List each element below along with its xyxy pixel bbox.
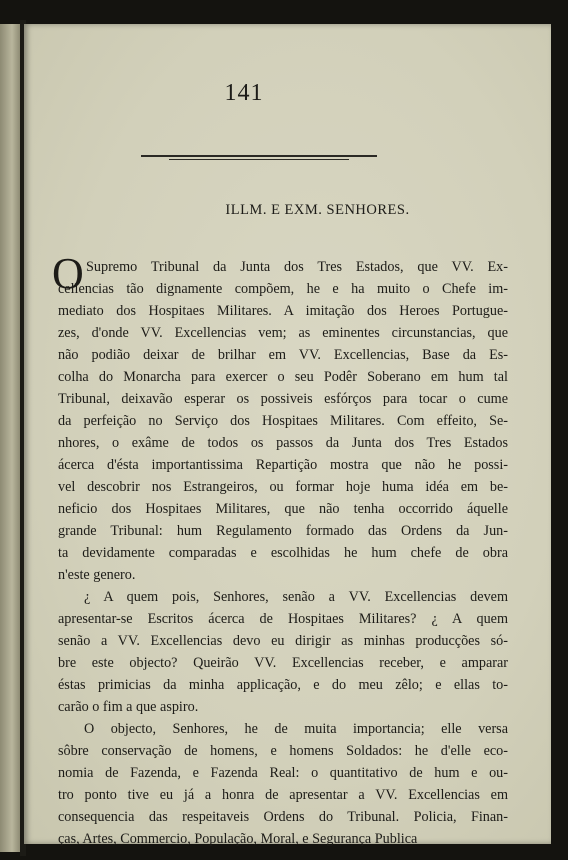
text-line: grande Tribunal: hum Regulamento formado das Ordens da Jun-: [58, 523, 508, 539]
text-line: carão o fim a que aspiro.: [58, 699, 199, 715]
left-page-edge: [0, 24, 20, 852]
text-line: cellencias tão dignamente compõem, he e ha muito o Chefe im-: [58, 281, 508, 297]
text-line: O objecto, Senhores, he de muita importancia; elle versa: [84, 721, 508, 737]
text-line: colha do Monarcha para exercer o seu Podêr Soberano em hum tal: [58, 369, 508, 385]
body-text: [52, 249, 508, 850]
text-line: bre este objecto? Queirão VV. Excellencias receber, e amparar: [58, 655, 508, 671]
text-line: nhores, o exâme de todos os passos da Junta dos Tres Estados: [58, 435, 508, 451]
page-number: 141: [224, 80, 264, 106]
paragraph-1: [52, 249, 508, 586]
text-line: vel descobrir nos Estrangeiros, ou formar hoje huma idéa em be-: [58, 479, 508, 495]
text-line: não podião deixar de brilhar em VV. Excellencias, Base da Es-: [58, 347, 508, 363]
text-line: éstas primicias da minha applicação, e do meu zêlo; e ellas to-: [58, 677, 508, 693]
text-line: tro ponto tive eu já a honra de apresentar a VV. Excellencias em: [58, 787, 508, 803]
text-line: zes, d'onde VV. Excellencias vem; as eminentes circunstancias, que: [58, 325, 508, 341]
text-line: Tribunal, deixavão esperar os possiveis esfórços para tocar o cume: [58, 391, 508, 407]
header-rule-thin: [169, 159, 349, 160]
drop-cap: O: [52, 249, 84, 298]
text-line: ças, Artes, Commercio, População, Moral, e Segurança Publica: [58, 831, 418, 847]
text-line: n'este genero.: [58, 567, 136, 583]
text-line: consequencia das respeitaveis Ordens do Tribunal. Policia, Finan-: [58, 809, 508, 825]
text-line: ácerca d'ésta importantissima Repartição mostra que não he possi-: [58, 457, 508, 473]
salutation-heading: ILLM. E EXM. SENHORES.: [225, 202, 410, 218]
text-line: mediato dos Hospitaes Militares. A imitação dos Heroes Portugue-: [58, 303, 508, 319]
paragraph-3: [58, 718, 508, 850]
text-line: neficio dos Hospitaes Militares, que não tenha occorrido áquelle: [58, 501, 508, 517]
text-line: nomia de Fazenda, e Fazenda Real: o quantitativo de hum e ou-: [58, 765, 508, 781]
text-line: ¿ A quem pois, Senhores, senão a VV. Excellencias devem: [84, 589, 508, 605]
text-line: da perfeição no Serviço dos Hospitaes Militares. Com effeito, Se-: [58, 413, 508, 429]
text-line: apresentar-se Escritos ácerca de Hospitaes Militares? ¿ A quem: [58, 611, 508, 627]
text-line: Supremo Tribunal da Junta dos Tres Estados, que VV. Ex-: [86, 259, 508, 275]
book-page: [24, 24, 551, 847]
text-line: sôbre conservação de homens, e homens Soldados: he d'elle eco-: [58, 743, 508, 759]
text-line: ta devidamente comparadas e escolhidas he hum chefe de obra: [58, 545, 508, 561]
text-line: senão a VV. Excellencias devo eu dirigir as minhas producções só-: [58, 633, 508, 649]
paragraph-2: [58, 586, 508, 718]
header-rule: [141, 155, 377, 157]
